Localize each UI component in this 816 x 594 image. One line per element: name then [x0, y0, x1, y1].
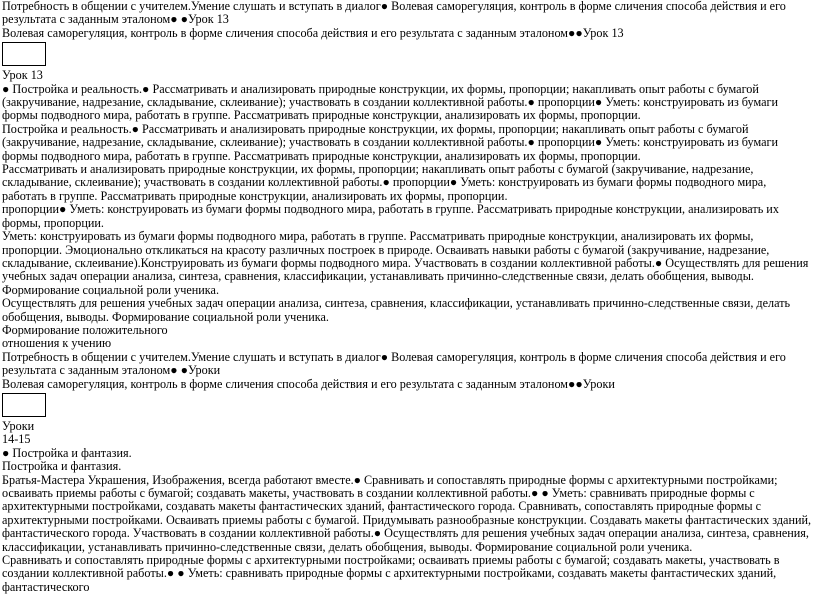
paragraph-masters-brothers: Братья-Мастера Украшения, Изображения, всегда работают вместе.● Сравнивать и сопоставлять природные формы с архитектурными постройками; осваивать приемы работы с бумагой; создавать макеты, участвовать в создании коллективной работы.● ● Уметь: сравнивать природные формы с архитектурными постройками, создавать макеты фантастических зданий, фантастического города. Сравнивать, сопоставлять природные формы с архитектурными постройками. Осваивать приемы работы с бумагой. Придумывать разнообразные конструкции. Создавать макеты фантастических зданий, фантастического города. Участвовать в создании коллективной работы.● Осуществлять для решения учебных задач операции анализа, синтеза, сравнения, классификации, устанавливать причинно-следственные связи, делать обобщения, выводы. Формирование социальной роли ученика.: [2, 472, 812, 554]
paragraph-skills: Уметь: конструировать из бумаги формы подводного мира, работать в группе. Рассматривать природные конструкции, анализировать их формы, пропорции. Эмоционально откликаться на красоту различных построек в природе. Осваивать навыки работы с бумагой (закручивание, надрезание, складывание, склеивание).Конструировать из бумаги формы подводного мира. Участвовать в создании коллективной работы.● Осуществлять для решения учебных задач операции анализа, синтеза, сравнения, классификации, устанавливать причинно-следственные связи, делать обобщения, выводы. Формирование социальной роли ученика.: [2, 229, 809, 297]
paragraph-construction-fantasy: ● Постройка и фантазия.: [2, 445, 132, 460]
lesson-label: Урок 13: [2, 68, 43, 83]
lessons-label: Уроки: [2, 418, 35, 433]
paragraph-communication-need: Потребность в общении с учителем.Умение слушать и вступать в диалог● Волевая саморегуляция, контроль в форме сличения способа действия и его результата с заданным эталоном● ●Урок 13: [2, 0, 786, 27]
paragraph-construction-reality: ● Постройка и реальность.● Рассматривать и анализировать природные конструкции, их формы, пропорции; накапливать опыт работы с бумагой (закручивание, надрезание, складывание, склеивание); участвовать в создании коллективной работы.● пропорции● Уметь: конструировать из бумаги формы подводного мира, работать в группе. Рассматривать природные конструкции, анализировать их формы, пропорции.: [2, 81, 779, 123]
paragraph-construction-fantasy-repeat: Постройка и фантазия.: [2, 459, 122, 474]
empty-cell-box-2: [2, 393, 46, 417]
paragraph-compare-forms: Сравнивать и сопоставлять природные формы с архитектурными постройками; осваивать приемы работы с бумагой; создавать макеты, участвовать в создании коллективной работы.● ● Уметь: сравнивать природные формы с архитектурными постройками, создавать макеты фантастических зданий, фантастического: [2, 553, 780, 594]
lessons-range: 14-15: [2, 432, 31, 447]
paragraph-proportions: пропорции● Уметь: конструировать из бумаги формы подводного мира, работать в группе. Рассматривать природные конструкции, анализировать их формы, пропорции.: [2, 202, 779, 230]
paragraph-analyze-constructions: Рассматривать и анализировать природные конструкции, их формы, пропорции; накапливать опыт работы с бумагой (закручивание, надрезание, складывание, склеивание); участвовать в создании коллективной работы.● пропорции● Уметь: конструировать из бумаги формы подводного мира, работать в группе. Рассматривать природные конструкции, анализировать их формы, пропорции.: [2, 162, 767, 203]
paragraph-self-regulation-2: Волевая саморегуляция, контроль в форме сличения способа действия и его результата с заданным эталоном●●Уроки: [2, 376, 615, 391]
paragraph-construction-reality-repeat: Постройка и реальность.● Рассматривать и анализировать природные конструкции, их формы, пропорции; накапливать опыт работы с бумагой (закручивание, надрезание, складывание, склеивание); участвовать в создании коллективной работы.● пропорции● Уметь: конструировать из бумаги формы подводного мира, работать в группе. Рассматривать природные конструкции, анализировать их формы, пропорции.: [2, 121, 779, 163]
paragraph-attitude-to-learning: отношения к учению: [2, 336, 112, 351]
paragraph-communication-need-2: Потребность в общении с учителем.Умение слушать и вступать в диалог● Волевая саморегуляция, контроль в форме сличения способа действия и его результата с заданным эталоном● ●Уроки: [2, 349, 786, 378]
paragraph-self-regulation: Волевая саморегуляция, контроль в форме сличения способа действия и его результата с заданным эталоном●●Урок 13: [2, 25, 624, 40]
paragraph-learning-operations: Осуществлять для решения учебных задач операции анализа, синтеза, сравнения, классификации, устанавливать причинно-следственные связи, делать обобщения, выводы. Формирование социальной роли ученика.: [2, 296, 791, 324]
paragraph-positive-attitude: Формирование положительного: [2, 322, 168, 337]
empty-cell-box: [2, 42, 46, 66]
